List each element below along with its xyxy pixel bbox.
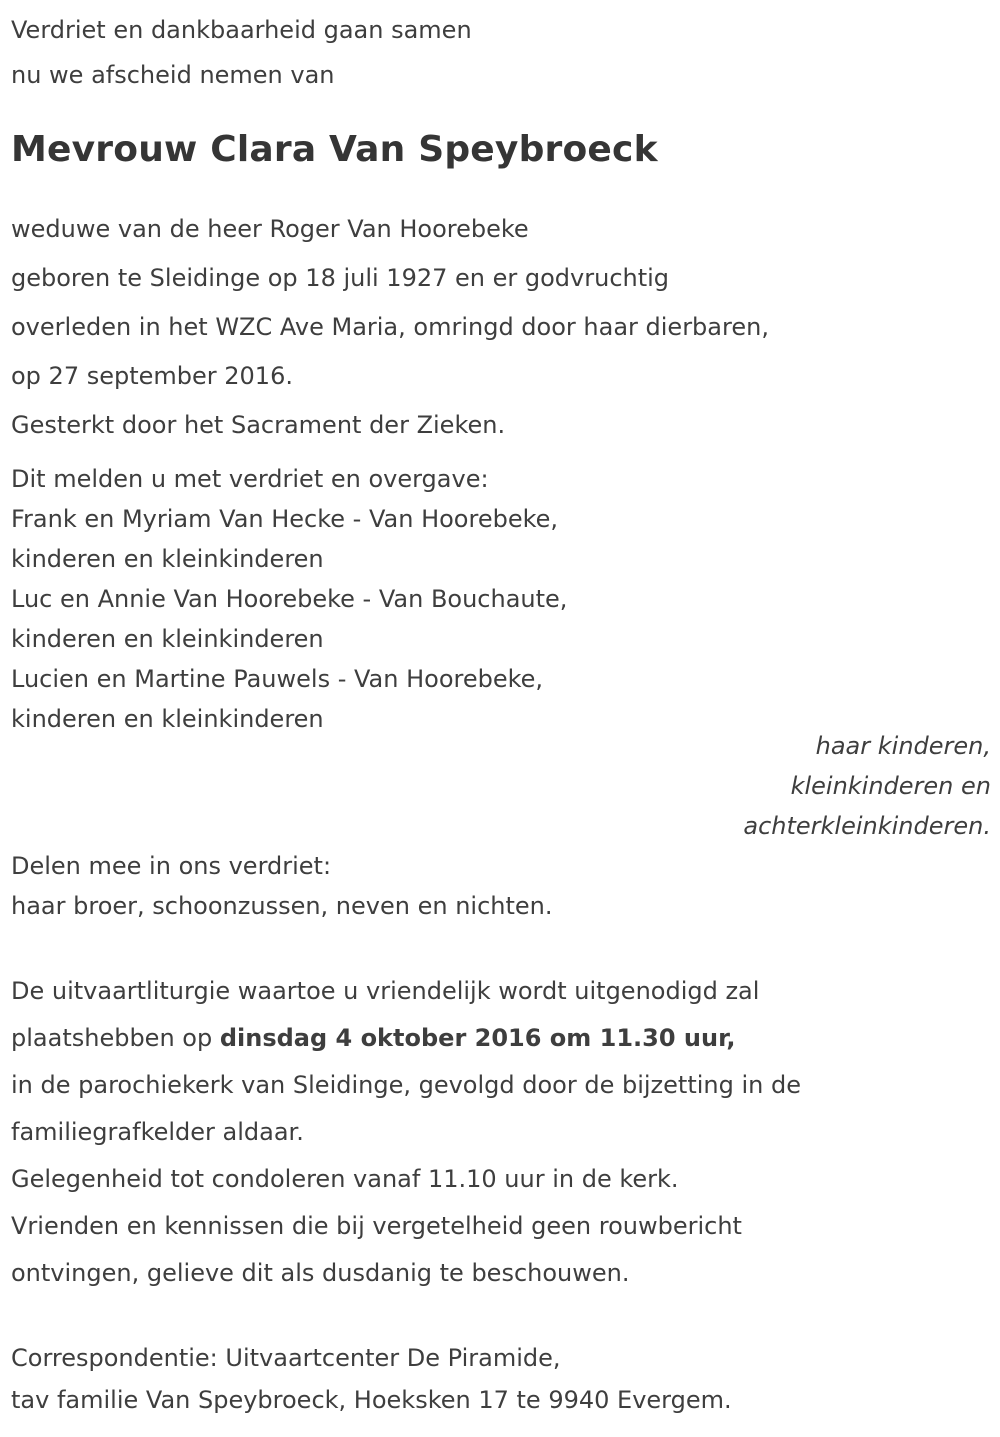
mourning-paragraph [11, 846, 994, 926]
life-line-born: geboren te Sleidinge op 18 juli 1927 en er godvruchtig [11, 264, 670, 292]
family-line: kinderen en kleinkinderen [11, 705, 324, 733]
relatives-line-3: achterkleinkinderen. [743, 812, 991, 840]
relatives-line-2: kleinkinderen en [790, 772, 991, 800]
family-line: Frank en Myriam Van Hecke - Van Hoorebeke, [11, 505, 559, 533]
life-line-widow: weduwe van de heer Roger Van Hoorebeke [11, 215, 529, 243]
relatives-line-1: haar kinderen, [815, 732, 991, 760]
family-line: kinderen en kleinkinderen [11, 625, 324, 653]
service-line-grave: familiegrafkelder aldaar. [11, 1118, 304, 1146]
correspondence-line-1: Correspondentie: Uitvaartcenter De Piramide, [11, 1344, 561, 1372]
family-line: Luc en Annie Van Hoorebeke - Van Bouchaute, [11, 585, 568, 613]
relatives-note [11, 726, 994, 846]
deceased-name: Mevrouw Clara Van Speybroeck [11, 129, 658, 170]
service-datetime: dinsdag 4 oktober 2016 om 11.30 uur, [219, 1024, 736, 1052]
family-announcement [11, 459, 994, 739]
life-line-date: op 27 september 2016. [11, 362, 293, 390]
service-datetime-prefix: plaatshebben op [11, 1024, 220, 1052]
family-line: kinderen en kleinkinderen [11, 545, 324, 573]
mourning-line-1: Delen mee in ons verdriet: [11, 852, 332, 880]
family-header: Dit melden u met verdriet en overgave: [11, 465, 489, 493]
service-line-datetime [11, 1015, 994, 1062]
service-line-church: in de parochiekerk van Sleidinge, gevolgd door de bijzetting in de [11, 1071, 801, 1099]
correspondence-line-2: tav familie Van Speybroeck, Hoeksken 17 te 9940 Evergem. [11, 1386, 732, 1414]
service-line-friends-2: ontvingen, gelieve dit als dusdanig te beschouwen. [11, 1259, 630, 1287]
intro-paragraph [11, 8, 994, 98]
service-line-condolences: Gelegenheid tot condoleren vanaf 11.10 uur in de kerk. [11, 1165, 679, 1193]
life-line-sacrament: Gesterkt door het Sacrament der Zieken. [11, 411, 506, 439]
service-line-invite: De uitvaartliturgie waartoe u vriendelijk wordt uitgenodigd zal [11, 977, 760, 1005]
life-details [11, 205, 994, 450]
intro-line-1: Verdriet en dankbaarheid gaan samen [11, 16, 472, 44]
intro-line-2: nu we afscheid nemen van [11, 61, 335, 89]
service-line-friends: Vrienden en kennissen die bij vergetelheid geen rouwbericht [11, 1212, 742, 1240]
family-line: Lucien en Martine Pauwels - Van Hoorebeke, [11, 665, 544, 693]
life-line-died: overleden in het WZC Ave Maria, omringd door haar dierbaren, [11, 313, 769, 341]
service-paragraph [11, 968, 994, 1297]
mourning-line-2: haar broer, schoonzussen, neven en nichten. [11, 892, 553, 920]
correspondence-paragraph [11, 1337, 994, 1421]
